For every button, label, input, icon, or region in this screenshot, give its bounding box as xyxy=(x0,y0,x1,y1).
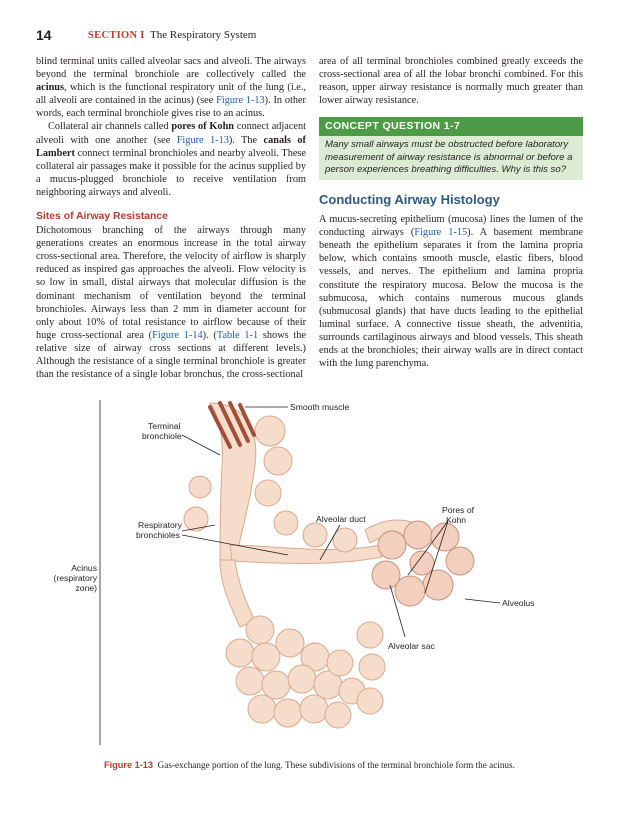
label-respiratory-bronchioles-1: Respiratory xyxy=(138,520,182,530)
heading-airway-resistance: Sites of Airway Resistance xyxy=(36,211,168,223)
paragraph-histology: A mucus-secreting epithelium (mucosa) lines the lumen of the conducting airways (Figure 1-15). A basement membrane beneath the epithelium separates it from the lamina propria below, which contains smooth muscle, elastic fibers, blood vessels, and nerves. The epithelium and lamina propria constitute the respiratory mucosa. Below the mucosa is the submucosa, which contains numerous mucous glands (submucosal glands) that have ducts leading to the epithelial luminal surface. A connective tissue sheath, the adventitia, surrounds cartilaginous airways and blood vessels. This sheath ends at the bronchioles; their airway walls are in direct contact with the lung parenchyma. xyxy=(319,214,583,370)
figure-link[interactable]: Figure 1-13 xyxy=(176,134,229,146)
heading-airway-histology: Conducting Airway Histology xyxy=(319,192,500,208)
alveolus xyxy=(357,688,383,714)
concept-question-title: CONCEPT QUESTION 1-7 xyxy=(319,117,583,136)
caption-text: Gas-exchange portion of the lung. These subdivisions of the terminal bronchiole form the acinus. xyxy=(157,760,515,770)
alveolus xyxy=(262,671,290,699)
label-terminal-bronchiole-1: Terminal xyxy=(148,421,181,431)
alveolus xyxy=(327,650,353,676)
label-pores-of-kohn-1: Pores of xyxy=(442,505,475,515)
paragraph-acinus: blind terminal units called alveolar sacs and alveoli. The airways beyond the terminal bronchiole are collectively called the acinus, which is the functional respiratory unit of the lung (i.e., all alveoli are contained in the acinus) (see Figure 1-13). In other words, each terminal bronchiole gives rise to an acinus. xyxy=(36,56,306,120)
alveolus xyxy=(236,667,264,695)
alveolus xyxy=(300,695,328,723)
alveolus xyxy=(404,521,432,549)
term-pores-of-kohn: pores of Kohn xyxy=(171,121,235,133)
alveolus xyxy=(288,665,316,693)
alveolus-upper xyxy=(189,476,211,498)
figure-acinus xyxy=(53,395,590,750)
alveolus xyxy=(431,523,459,551)
alveolus-upper xyxy=(274,511,298,535)
alveolus xyxy=(246,616,274,644)
alveolus-upper xyxy=(184,507,208,531)
alveolus xyxy=(276,629,304,657)
acinus-illustration xyxy=(53,395,590,750)
label-respiratory-bronchioles-2: bronchioles xyxy=(136,530,180,540)
label-alveolar-sac: Alveolar sac xyxy=(388,641,435,651)
label-acinus-2: (respiratory xyxy=(53,573,97,583)
label-alveolar-duct: Alveolar duct xyxy=(316,514,366,524)
page-number: 14 xyxy=(36,27,52,43)
label-acinus-1: Acinus xyxy=(71,563,97,573)
label-alveolus: Alveolus xyxy=(502,598,535,608)
alveolus xyxy=(446,547,474,575)
figure-link[interactable]: Figure 1-13 xyxy=(216,95,265,107)
lower-airway xyxy=(220,560,255,627)
right-column xyxy=(319,55,583,370)
table-link[interactable]: Table 1-1 xyxy=(216,329,259,341)
respiratory-bronchiole xyxy=(230,545,382,564)
label-acinus-3: zone) xyxy=(75,583,97,593)
left-column xyxy=(36,55,306,381)
lower-alveoli-cluster xyxy=(226,616,385,728)
figure-link[interactable]: Figure 1-14 xyxy=(152,329,203,341)
alveolus xyxy=(357,622,383,648)
term-canals-of-lambert: canals of Lambert xyxy=(36,134,306,159)
concept-question-text: Many small airways must be obstructed before laboratory measurement of airway resistance is abnormal or before a person experiences breathing difficulties. Why is this so? xyxy=(319,136,583,180)
paragraph-resistance-cont: area of all terminal bronchioles combined greatly exceeds the cross-sectional area of all the lobar bronchi combined. For this reason, upper airway resistance is normally much greater than lower airway resistance. xyxy=(319,56,583,107)
figure-caption xyxy=(104,759,574,771)
running-header xyxy=(88,29,256,41)
figure-link[interactable]: Figure 1-15 xyxy=(414,227,468,239)
alveolus-upper xyxy=(303,523,327,547)
alveolus xyxy=(325,702,351,728)
leader-line xyxy=(465,599,500,603)
alveolar-sac-group xyxy=(372,521,474,606)
alveolus-upper xyxy=(255,416,285,446)
term-acinus: acinus xyxy=(36,82,65,94)
alveolus xyxy=(378,531,406,559)
alveolus-upper xyxy=(255,480,281,506)
leader-line xyxy=(182,435,220,455)
concept-question-box xyxy=(319,117,583,180)
alveolus xyxy=(395,576,425,606)
alveolus xyxy=(248,695,276,723)
alveolus xyxy=(274,699,302,727)
alveolus xyxy=(226,639,254,667)
airway-tree xyxy=(184,403,430,627)
paragraph-collateral: Collateral air channels called pores of Kohn connect adjacent alveoli with one another (see Figure 1-13). The canals of Lambert connect terminal bronchioles and nearby alveoli. These collateral air passages make it possible for the acinus supplied by a mucus-plugged bronchiole to receive ventilation from neighboring airways and alveoli. xyxy=(36,121,306,198)
alveolus xyxy=(372,561,400,589)
label-terminal-bronchiole-2: bronchiole xyxy=(142,431,182,441)
alveolus xyxy=(410,551,434,575)
section-label: SECTION I xyxy=(88,30,145,41)
caption-figure-number: Figure 1-13 xyxy=(104,760,154,770)
label-pores-of-kohn-2: Kohn xyxy=(446,515,467,525)
label-smooth-muscle: Smooth muscle xyxy=(290,402,350,412)
paragraph-resistance: Dichotomous branching of the airways through many generations creates an enormous increase in the total airway cross-sectional area. Therefore, the velocity of airflow is sharply reduced as inspired gas approaches the alveoli. Flow velocity is so low in small, distal airways that molecular diffusion is the dominant mechanism of ventilation beyond the terminal bronchioles. Airways less than 2 mm in diameter account for only about 10% of total resistance to airflow because of their huge cross-sectional area (Figure 1-14). (Table 1-1 shows the relative size of airway cross sections at different levels.) Although the resistance of a single terminal bronchiole is greater than the resistance of a single lobar bronchus, the cross-sectional xyxy=(36,225,306,381)
alveolus xyxy=(359,654,385,680)
alveolus xyxy=(252,643,280,671)
section-title: The Respiratory System xyxy=(150,29,257,41)
alveolus-upper xyxy=(264,447,292,475)
